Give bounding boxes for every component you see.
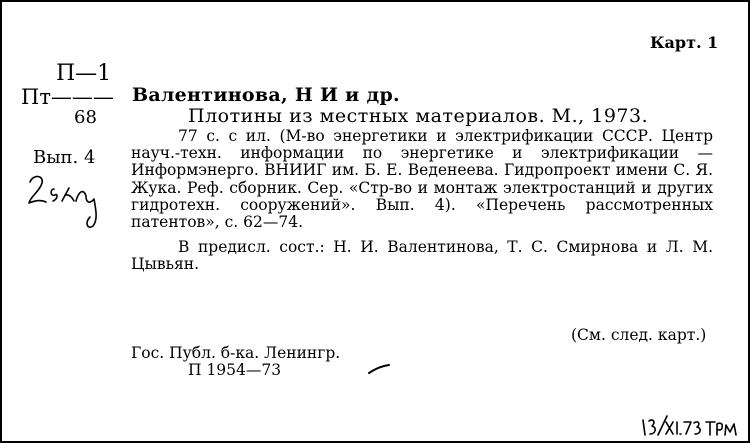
card-number: Карт. 1 [650,33,719,52]
card-border-top [0,0,750,2]
title-and-imprint: Плотины из местных материалов. М., 1973. [188,105,649,127]
card-border-left [0,0,2,443]
preface-note: В предисл. сост.: Н. И. Валентинова, Т. С. Смирнова и Л. М. Цывьян. [131,238,713,274]
issue-number: Вып. 4 [33,147,96,168]
handwritten-copies-note [24,170,120,232]
shelfmark-line-3: 68 [74,107,97,128]
shelfmark-line-1: П—1 [56,61,112,86]
print-order-number: П 1954—73 [188,361,282,379]
handwritten-dash-mark [367,362,391,376]
shelfmark-line-2: Пт——— [21,85,114,109]
printer-line: Гос. Публ. б-ка. Ленингр. [131,344,341,362]
physical-description: 77 с. с ил. (М-во энергетики и электрификации СССР. Центр науч.-техн. информации по энергетике и электрификации — Информэнерго. ВНИИГ им. Б. Е. Веденеева. Гидропроект имени С. Я. Жука. Реф. сборник. Сер. «Стр-во и монтаж электростанций и других гидротехн. сооружений». Вып. 4). «Перечень рассмотренных патентов», с. 62—74. [131,127,713,232]
author-heading: Валентинова, Н И и др. [132,84,400,106]
handwritten-registration-mark [640,410,740,440]
continuation-note: (См. след. карт.) [571,326,707,344]
